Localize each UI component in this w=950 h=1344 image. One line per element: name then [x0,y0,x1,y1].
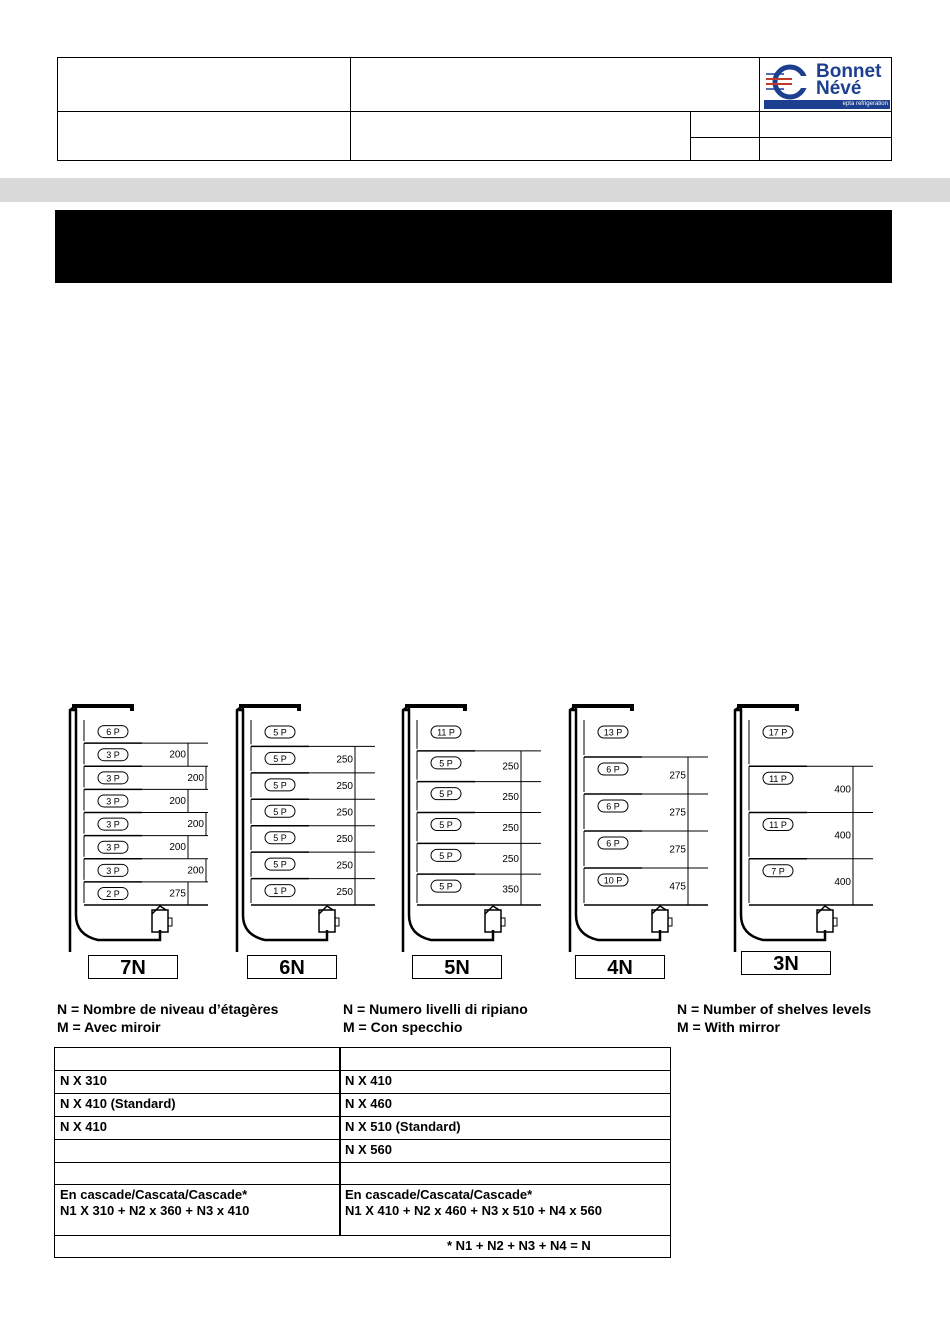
legend-en-m: M = With mirror [677,1019,780,1035]
base-unit [652,910,668,932]
dimension-label: 275 [669,807,686,819]
table-row [55,1093,670,1094]
shelf-label: 3 P [106,865,120,876]
header-divider [690,111,691,161]
shelf-label: 11 P [437,727,455,738]
table-row [55,1070,670,1071]
shelf-diagram-drawing [401,700,561,955]
shelf-label: 5 P [439,881,453,892]
legend-en-n: N = Number of shelves levels [677,1001,872,1017]
header-divider [759,137,892,138]
table-cell: N X 560 [345,1142,392,1157]
dimension-label: 275 [669,844,686,856]
shelf-label: 13 P [603,727,623,738]
dimension-label: 400 [834,784,851,796]
dimension-label: 250 [502,853,519,865]
shelf-diagram [235,700,395,985]
cascade-left-formula: N1 X 310 + N2 x 360 + N3 x 410 [60,1203,250,1218]
table-cell: N X 460 [345,1096,392,1111]
dimension-label: 250 [336,781,353,793]
shelf-diagram-drawing [68,700,228,955]
dimension-table [54,1047,671,1258]
shelf-label: 5 P [273,727,287,738]
table-row [55,1235,670,1236]
table-cell: N X 410 (Standard) [60,1096,176,1111]
model-label: 7N [88,955,178,979]
model-label: 6N [247,955,337,979]
dimension-label: 250 [336,860,353,872]
shelf-label: 5 P [273,859,287,870]
shelf-label: 5 P [439,758,453,769]
shelf-diagram [733,700,893,985]
table-cell: N X 410 [60,1119,107,1134]
dimension-label: 200 [169,749,186,761]
legend-it-m: M = Con specchio [343,1019,463,1035]
dimension-label: 350 [502,884,519,896]
company-logo [764,60,892,112]
shelf-diagram [401,700,561,985]
section-band [0,178,950,202]
cascade-right-formula: N1 X 410 + N2 x 460 + N3 x 510 + N4 x 560 [345,1203,602,1218]
dimension-label: 250 [502,761,519,773]
dimension-label: 200 [169,842,186,854]
cabinet-canopy [72,706,132,711]
shelf-label: 3 P [106,796,120,807]
dimension-label: 250 [502,792,519,804]
shelf-label: 11 P [769,820,787,830]
shelf-label: 3 P [106,842,120,853]
shelf-diagram [568,700,728,985]
shelf-label: 2 P [106,888,120,899]
shelf-label: 6 P [606,764,620,775]
shelf-label: 1 P [273,886,287,897]
dimension-label: 275 [169,888,186,900]
dimension-label: 400 [834,830,851,842]
logo-line2: Névé [816,78,862,99]
dimension-label: 200 [187,819,204,831]
shelf-label: 11 P [769,773,787,784]
dimension-label: 200 [187,865,204,877]
title-bar [55,210,892,283]
shelf-label: 3 P [106,819,120,830]
shelf-label: 10 P [603,875,623,886]
shelf-label: 3 P [106,750,120,761]
shelf-label: 5 P [439,850,453,861]
header-divider [57,111,759,112]
dimension-label: 250 [502,822,519,834]
shelf-label: 5 P [273,833,287,844]
dimension-label: 250 [336,833,353,845]
cabinet-canopy [239,706,299,711]
header-divider [350,57,351,161]
shelf-diagram [68,700,228,985]
model-label: 3N [741,951,831,975]
shelf-label: 6 P [106,727,120,738]
shelf-label: 5 P [439,820,453,830]
shelf-diagram-drawing [568,700,728,955]
shelf-label: 3 P [106,773,120,784]
base-unit [319,910,335,932]
legend-fr-m: M = Avec miroir [57,1019,161,1035]
cabinet-canopy [405,706,465,711]
header-divider [759,57,760,161]
dimension-label: 400 [834,876,851,888]
shelf-label: 5 P [273,806,287,817]
model-label: 4N [575,955,665,979]
cascade-left-title: En cascade/Cascata/Cascade* [60,1187,248,1202]
table-row [55,1162,670,1163]
base-unit [817,910,833,932]
logo-subtitle: epta refrigeration [764,100,890,109]
dimension-label: 250 [336,754,353,766]
shelf-label: 7 P [771,866,785,877]
shelf-label: 5 P [439,789,453,800]
shelf-label: 6 P [606,801,620,812]
header-divider [690,137,759,138]
shelf-label: 5 P [273,753,287,764]
dimension-label: 200 [187,772,204,784]
cabinet-canopy [572,706,632,711]
shelf-label: 5 P [273,780,287,791]
table-cell: N X 510 (Standard) [345,1119,461,1134]
dimension-label: 250 [336,886,353,898]
table-cell: N X 410 [345,1073,392,1088]
dimension-label: 200 [169,795,186,807]
legend-it-n: N = Numero livelli di ripiano [343,1001,528,1017]
shelf-label: 17 P [768,727,788,738]
legend-fr-n: N = Nombre de niveau d’étagères [57,1001,279,1017]
cascade-right-title: En cascade/Cascata/Cascade* [345,1187,533,1202]
table-row [55,1184,670,1185]
dimension-label: 275 [669,770,686,782]
table-row [55,1116,670,1117]
shelf-diagram-drawing [235,700,395,955]
table-row [55,1139,670,1140]
dimension-label: 475 [669,881,686,893]
base-unit [152,910,168,932]
logo-line1: Bonnet [816,61,882,82]
base-unit [485,910,501,932]
cabinet-canopy [737,706,797,711]
shelf-diagram-drawing [733,700,893,955]
table-cell: N X 310 [60,1073,107,1088]
table-footnote: * N1 + N2 + N3 + N4 = N [447,1238,591,1253]
dimension-label: 250 [336,807,353,819]
model-label: 5N [412,955,502,979]
shelf-label: 6 P [606,838,620,849]
table-column-divider [339,1048,341,1235]
